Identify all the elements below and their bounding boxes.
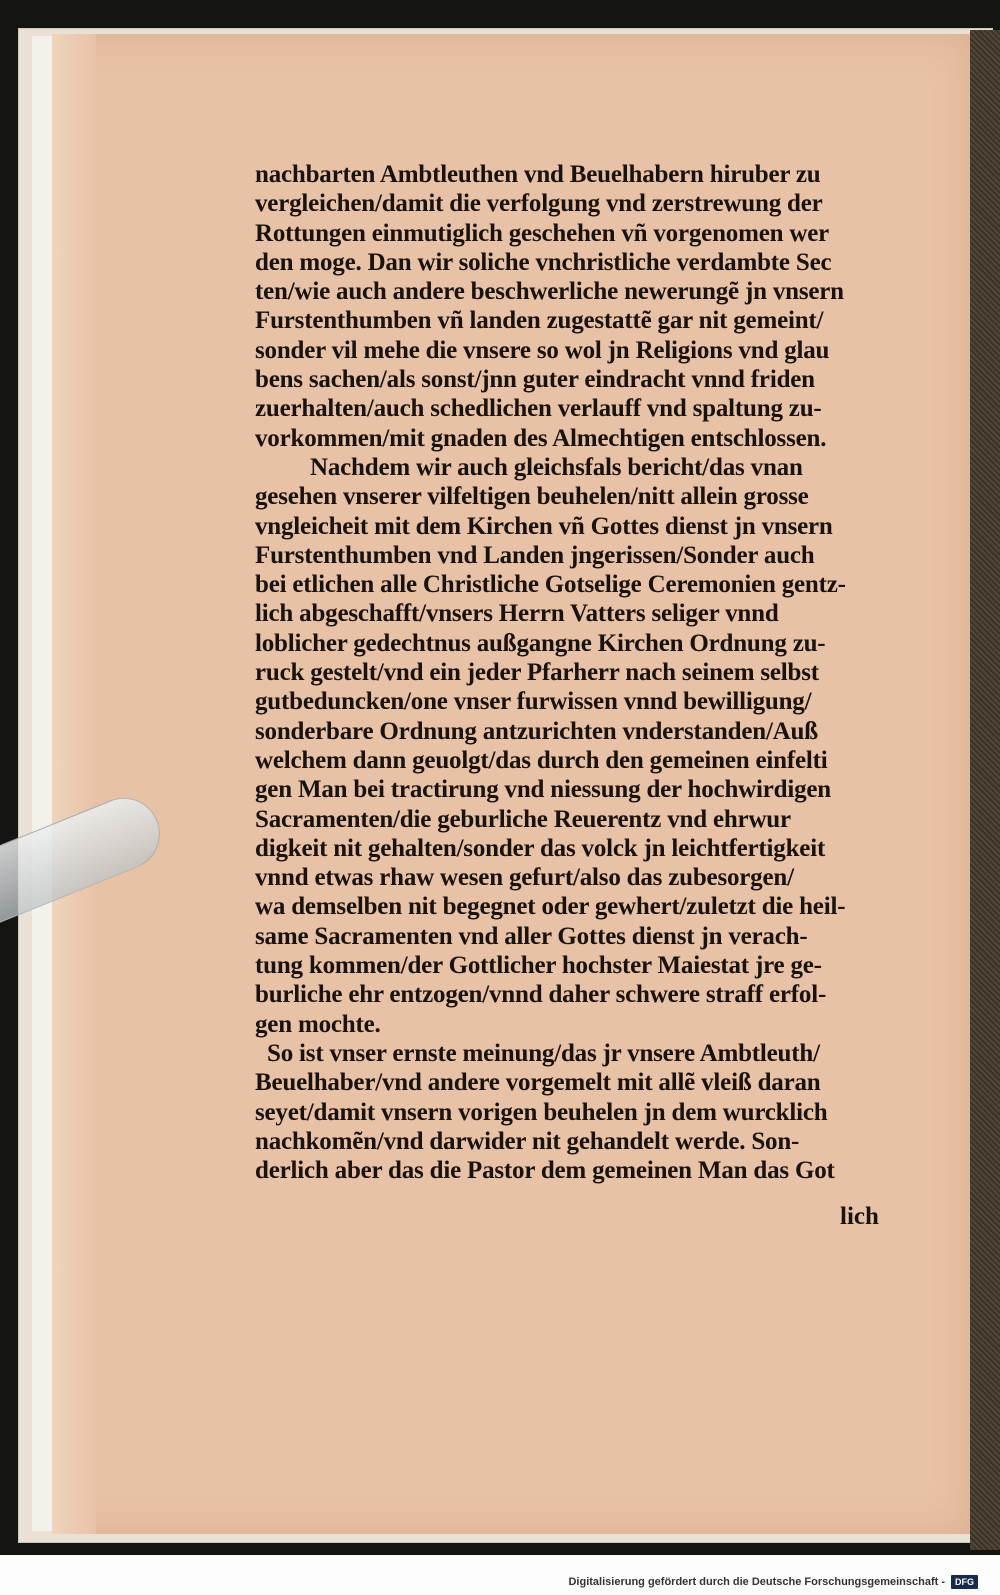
text-line: nachbarten Ambtleuthen vnd Beuelhabern hiruber zu bbox=[255, 161, 821, 188]
text-line: lich abgeschafft/vnsers Herrn Vatters seliger vnnd bbox=[255, 600, 779, 628]
text-line: nachkomẽn/vnd darwider nit gehandelt werde. Son- bbox=[255, 1127, 800, 1155]
text-line: vnnd etwas rhaw wesen gefurt/also das zubesorgen/ bbox=[255, 864, 794, 892]
footer-credit-text: Digitalisierung gefördert durch die Deutsche Forschungsgemeinschaft - bbox=[568, 1576, 945, 1588]
text-line: Sacramenten/die geburliche Reuerentz vnd ehrwur bbox=[255, 805, 791, 833]
text-line: vngleicheit mit dem Kirchen vñ Gottes dienst jn vnsern bbox=[255, 512, 833, 540]
text-line: Beuelhaber/vnd andere vorgemelt mit allẽ vleiß daran bbox=[255, 1069, 821, 1097]
text-line: wa demselben nit begegnet oder gewhert/zuletzt die heil- bbox=[255, 893, 846, 921]
text-line: den moge. Dan wir soliche vnchristliche verdambte Sec bbox=[255, 248, 832, 276]
text-line: bens sachen/als sonst/jnn guter eindracht vnnd friden bbox=[255, 366, 815, 394]
text-line: bei etlichen alle Christliche Gotselige Ceremonien gentz- bbox=[255, 571, 846, 599]
text-line: zuerhalten/auch schedlichen verlauff vnd spaltung zu- bbox=[255, 395, 822, 423]
text-line: gen mochte. bbox=[255, 1010, 381, 1038]
text-line: Furstenthumben vnd Landen jngerissen/Sonder auch bbox=[255, 541, 815, 569]
text-line: Nachdem wir auch gleichsfals bericht/das vnan bbox=[310, 453, 803, 481]
text-line: welchem dann geuolgt/das durch den gemeinen einfelti bbox=[255, 746, 828, 774]
text-line: derlich aber das die Pastor dem gemeinen Man das Got bbox=[255, 1157, 835, 1185]
text-line: ruck gestelt/vnd ein jeder Pfarherr nach seinem selbst bbox=[255, 659, 819, 687]
text-line: ten/wie auch andere beschwerliche newerungẽ jn vnsern bbox=[255, 278, 844, 306]
text-line: tung kommen/der Gottlicher hochster Maiestat jre ge- bbox=[255, 952, 822, 980]
text-line: vergleichen/damit die verfolgung vnd zerstrewung der bbox=[255, 190, 823, 218]
page-text bbox=[255, 160, 895, 1185]
text-line: gesehen vnserer vilfeltigen beuhelen/nitt allein grosse bbox=[255, 483, 809, 511]
text-line: Furstenthumben vñ landen zugestattẽ gar nit gemeint/ bbox=[255, 307, 824, 335]
text-line: sonder vil mehe die vnsere so wol jn Religions vnd glau bbox=[255, 336, 830, 364]
text-line: gen Man bei tractirung vnd niessung der hochwirdigen bbox=[255, 776, 832, 804]
page-edge bbox=[52, 34, 96, 1534]
book-binding bbox=[970, 30, 1000, 1550]
text-line: same Sacramenten vnd aller Gottes dienst jn verach- bbox=[255, 922, 808, 950]
text-line: loblicher gedechtnus außgangne Kirchen Ordnung zu- bbox=[255, 629, 826, 657]
text-line: digkeit nit gehalten/sonder das volck jn leichtfertigkeit bbox=[255, 834, 826, 862]
text-line: So ist vnser ernste meinung/das jr vnsere Ambtleuth/ bbox=[267, 1039, 820, 1067]
text-line: sonderbare Ordnung antzurichten vnderstanden/Auß bbox=[255, 717, 818, 745]
catchword: lich bbox=[840, 1203, 879, 1230]
footer-credit bbox=[568, 1575, 978, 1589]
text-line: burliche ehr entzogen/vnnd daher schwere straff erfol- bbox=[255, 981, 827, 1009]
text-line: seyet/damit vnsern vorigen beuhelen jn dem wurcklich bbox=[255, 1098, 828, 1126]
text-line: Rottungen einmutiglich geschehen vñ vorgenomen wer bbox=[255, 219, 829, 247]
dfg-logo-icon: DFG bbox=[951, 1575, 978, 1589]
text-line: gutbeduncken/one vnser furwissen vnnd bewilligung/ bbox=[255, 688, 812, 716]
text-line: vorkommen/mit gnaden des Almechtigen entschlossen. bbox=[255, 424, 827, 452]
